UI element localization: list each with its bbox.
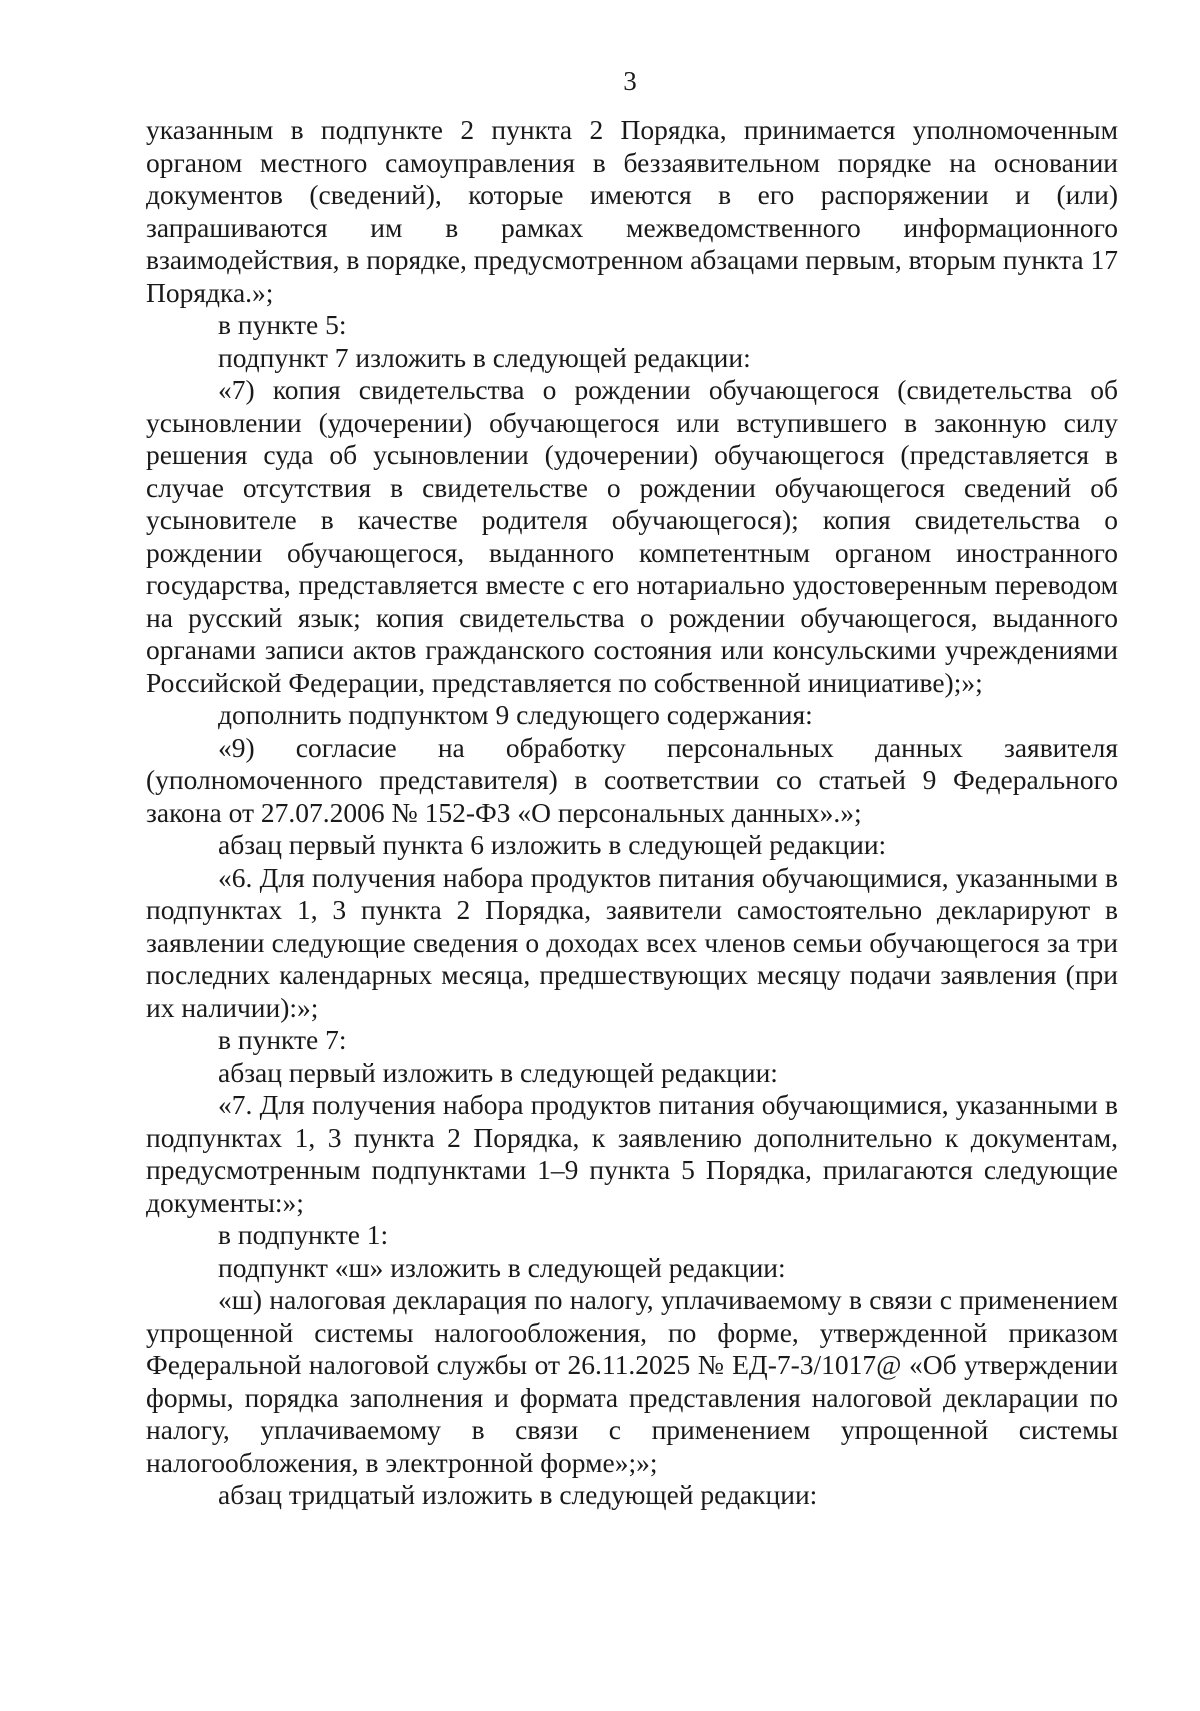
paragraph: дополнить подпунктом 9 следующего содержания:	[218, 699, 813, 730]
page-number: 3	[623, 66, 637, 96]
paragraph: подпункт «ш» изложить в следующей редакции:	[218, 1251, 786, 1283]
paragraph: «7) копия свидетельства о рождении обучающегося (свидетельства об усыновлении (удочерении) обучающегося или вступившего в законную силу решения суда об усыновлении (удочерении) обучающегося (представляется в случае отсутствия в свидетельстве о рождении обучающегося сведений об усыновителе в качестве родителя обучающегося); копия свидетельства о рождении обучающегося, выданного компетентным органом иностранного государства, представляется вместе с его нотариально удостоверенным переводом на русский язык; копия свидетельства о рождении обучающегося, выданного органами записи актов гражданского состояния или консульскими учреждениями Российской Федерации, представляется по собственной инициативе);»;	[146, 374, 1118, 698]
paragraph: абзац первый пункта 6 изложить в следующей редакции:	[218, 829, 887, 860]
paragraph: «6. Для получения набора продуктов питания обучающимися, указанными в подпунктах 1, 3 пункта 2 Порядка, заявители самостоятельно декларируют в заявлении следующие сведения о доходах всех членов семьи обучающегося за три последних календарных месяца, предшествующих месяцу подачи заявления (при их наличии):»;	[146, 861, 1118, 1023]
paragraph: «ш) налоговая декларация по налогу, уплачиваемому в связи с применением упрощенной системы налогообложения, по форме, утвержденной приказом Федеральной налоговой службы от 26.11.2025 № ЕД-7-3/1017@ «Об утверждении формы, порядка заполнения и формата представления налоговой декларации по налогу, уплачиваемому в связи с применением упрощенной системы налогообложения, в электронной форме»;»;	[146, 1284, 1118, 1478]
paragraph: «9) согласие на обработку персональных данных заявителя (уполномоченного представителя) в соответствии со статьей 9 Федерального закона от 27.07.2006 № 152-ФЗ «О персональных данных».»;	[146, 731, 1118, 828]
paragraph: «7. Для получения набора продуктов питания обучающимися, указанными в подпунктах 1, 3 пункта 2 Порядка, к заявлению дополнительно к документам, предусмотренным подпунктами 1–9 пункта 5 Порядка, прилагаются следующие документы:»;	[146, 1089, 1118, 1218]
paragraph: подпункт 7 изложить в следующей редакции:	[218, 341, 751, 373]
paragraph: абзац тридцатый изложить в следующей редакции:	[218, 1479, 818, 1510]
paragraph: в пункте 7:	[218, 1024, 347, 1055]
paragraph: в подпункте 1:	[218, 1219, 389, 1250]
paragraph: в пункте 5:	[218, 309, 347, 340]
paragraph: указанным в подпункте 2 пункта 2 Порядка, принимается уполномоченным органом местного самоуправления в беззаявительном порядке на основании документов (сведений), которые имеются в его распоряжении и (или) запрашиваются им в рамках межведомственного информационного взаимодействия, в порядке, предусмотренном абзацами первым, вторым пункта 17 Порядка.»;	[146, 114, 1118, 308]
paragraph: абзац первый изложить в следующей редакции:	[218, 1056, 778, 1088]
document-body	[146, 114, 1118, 1512]
